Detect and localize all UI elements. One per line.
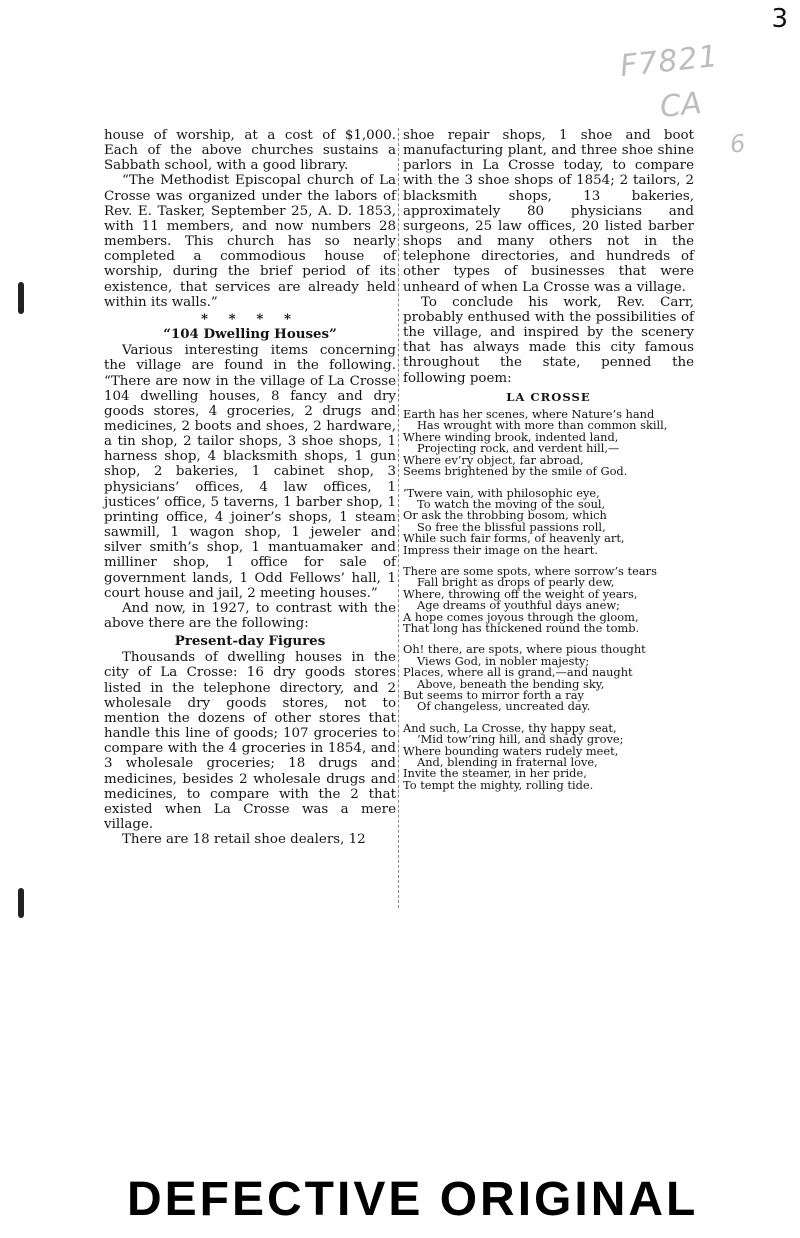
poem-line: Of changeless, uncreated day.: [417, 699, 591, 714]
poem-stanza: [403, 563, 694, 635]
paragraph: “The Methodist Episcopal church of La Crosse was organized under the labors of Rev. E. Tasker, September 25, A. D. 1853, with 11 members, and now numbers 28 members. This church has so nearly completed a commodious house of worship, during the brief period of its existence, that services are already held within its walls.”: [104, 173, 396, 310]
poem-line: To watch the moving of the soul,: [417, 496, 606, 511]
poem-line: And such, La Crosse, thy happy seat,: [403, 720, 617, 735]
poem-line: Age dreams of youthful days anew;: [417, 598, 620, 613]
paragraph: To conclude his work, Rev. Carr, probably enthused with the possibilities of the village, and inspired by the scenery that has always made this city famous throughout the state, penned the following poem:: [403, 294, 694, 386]
poem-line: A hope comes joyous through the gloom,: [403, 609, 639, 624]
right-column: [403, 128, 694, 801]
poem-line: Seems brightened by the smile of God.: [403, 464, 628, 479]
defective-original-stamp: DEFECTIVE ORIGINAL: [127, 1173, 699, 1226]
poem-line: ’Twere vain, with philosophic eye,: [403, 485, 600, 500]
poem-line: Where bounding waters rudely meet,: [403, 743, 619, 758]
paragraph: house of worship, at a cost of $1,000. Each of the above churches sustains a Sabbath school, with a good library.: [104, 128, 396, 174]
poem-line: To tempt the mighty, rolling tide.: [403, 777, 594, 792]
poem-stanza: [403, 485, 694, 557]
pencil-annotation: F7821: [618, 38, 721, 85]
paragraph: And now, in 1927, to contrast with the above there are the following:: [104, 600, 396, 631]
poem-line: So free the blissful passions roll,: [417, 519, 606, 534]
column-divider: [398, 128, 399, 908]
pencil-annotation: 6: [728, 129, 747, 159]
poem-line: There are some spots, where sorrow’s tears: [403, 563, 657, 578]
poem-line: Above, beneath the bending sky,: [417, 676, 605, 691]
poem-line: Views God, in nobler majesty;: [417, 653, 590, 668]
poem-line: While such fair forms, of heavenly art,: [403, 531, 625, 546]
left-column: [104, 128, 396, 847]
paragraph: shoe repair shops, 1 shoe and boot manufacturing plant, and three shoe shine parlors in La Crosse today, to compare with the 3 shoe shops of 1854; 2 tailors, 2 blacksmith shops, 13 bakeries, approximately 80 physicians and surgeons, 25 law offices, 20 listed barber shops and many others not in the telephone directories, and hundreds of other types of businesses that were unheard of when La Crosse was a village.: [403, 128, 694, 295]
poem-line: Where winding brook, indented land,: [403, 429, 619, 444]
paragraph: Various interesting items concerning the village are found in the following. “There are now in the village of La Crosse 104 dwelling houses, 8 fancy and dry goods stores, 4 groceries, 2 drugs and medicines, 2 boots and shoes, 2 hardware, a tin shop, 2 tailor shops, 3 shoe shops, 1 harness shop, 4 blacksmith shops, 1 gun shop, 2 bakeries, 1 cabinet shop, 3 physicians’ offices, 4 law offices, 1 justices’ office, 5 taverns, 1 barber shop, 1 printing office, 4 joiner’s shops, 1 steam sawmill, 1 wagon shop, 1 jeweler and silver smith’s shop, 1 mantuamaker and milliner shop, 1 office for sale of government lands, 1 Odd Fellows’ hall, 1 court house and jail, 2 meeting houses.”: [104, 343, 396, 601]
section-heading: Present-day Figures: [174, 633, 326, 650]
poem-line: Fall bright as drops of pearly dew,: [417, 575, 615, 590]
pencil-annotation: CA: [658, 85, 704, 126]
poem-line: Or ask the throbbing bosom, which: [403, 508, 607, 523]
poem-line: ’Mid tow’ring hill, and shady grove;: [417, 732, 624, 747]
poem-line: Projecting rock, and verdent hill,—: [417, 441, 620, 456]
poem-line: Oh! there, are spots, where pious thought: [403, 642, 646, 657]
poem-line: Earth has her scenes, where Nature’s hand: [403, 407, 655, 422]
poem-stanza: [403, 644, 694, 712]
paragraph: Thousands of dwelling houses in the city of La Crosse: 16 dry goods stores listed in the telephone directory, and 2 wholesale dry goods stores, not to mention the dozens of other stores that handle this line of goods; 107 groceries to compare with the 4 groceries in 1854, and 3 wholesale groceries; 18 drugs and medicines, besides 2 wholesale drugs and medicines, to compare with the 2 that existed when La Crosse was a mere village.: [104, 650, 396, 833]
poem-line: Places, where all is grand,—and naught: [403, 665, 633, 680]
poem-line: That long has thickened round the tomb.: [403, 620, 640, 635]
poem-stanza: [403, 409, 694, 477]
poem: [403, 389, 694, 792]
poem-line: Invite the steamer, in her pride,: [403, 766, 587, 781]
paragraph: There are 18 retail shoe dealers, 12: [122, 832, 366, 848]
poem-line: Impress their image on the heart.: [403, 542, 598, 557]
poem-line: And, blending in fraternal love,: [417, 755, 598, 770]
poem-line: Has wrought with more than common skill,: [417, 418, 668, 433]
page-number: 3: [771, 4, 788, 34]
margin-mark: [18, 282, 24, 314]
section-separator: * * * *: [201, 310, 299, 327]
section-heading: “104 Dwelling Houses”: [163, 326, 337, 343]
poem-line: Where, throwing off the weight of years,: [403, 586, 638, 601]
poem-line: Where ev’ry object, far abroad,: [403, 452, 584, 467]
margin-mark: [18, 888, 24, 918]
poem-title: LA CROSSE: [506, 389, 591, 404]
poem-line: But seems to mirror forth a ray: [403, 688, 584, 702]
poem-stanza: [403, 720, 694, 792]
